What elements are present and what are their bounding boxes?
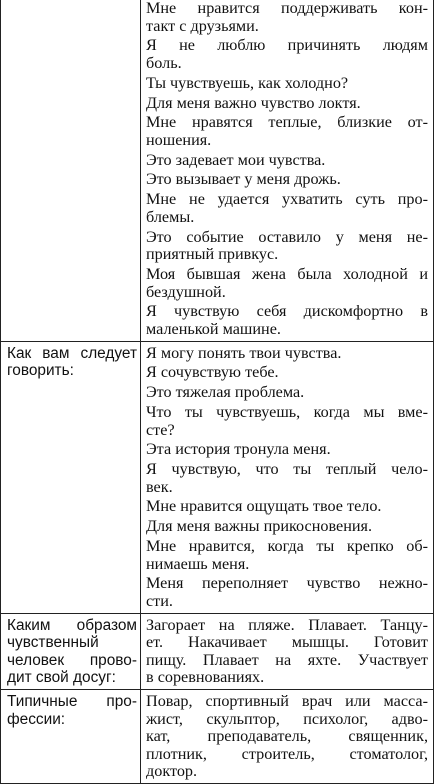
phrase-entry bbox=[146, 384, 428, 402]
phrase-line: Для меня важно чувство локтя. bbox=[146, 93, 361, 112]
row-label-cell bbox=[1, 341, 141, 613]
phrase-entry bbox=[146, 229, 428, 264]
row-content-cell bbox=[141, 0, 434, 341]
phrase-line: сте? bbox=[146, 420, 175, 439]
phrase-entry bbox=[146, 152, 428, 170]
phrase-line: приятный привкус. bbox=[146, 245, 279, 264]
row-label-line: дит свой досуг: bbox=[7, 669, 116, 687]
phrase-line: Что ты чувствуешь, когда мы вме- bbox=[146, 402, 428, 421]
phrase-line: жист, скульптор, психолог, адво- bbox=[146, 709, 428, 728]
phrase-entry bbox=[146, 303, 428, 338]
phrase-line: ет. Накачивает мышцы. Готовит bbox=[146, 633, 428, 652]
phrase-line: Мне не удается ухватить суть про- bbox=[146, 190, 428, 209]
table-row bbox=[1, 613, 434, 689]
table-row bbox=[1, 0, 434, 341]
phrase-line: Мне нравится, когда ты крепко об- bbox=[146, 537, 428, 555]
phrase-line: Я не люблю причинять людям bbox=[146, 36, 428, 55]
phrase-entry bbox=[146, 266, 428, 301]
phrase-line: Это тяжелая проблема. bbox=[146, 383, 305, 402]
row-content-cell bbox=[141, 613, 434, 689]
phrase-line: Я сочувствую тебе. bbox=[146, 363, 279, 382]
row-label-cell bbox=[1, 613, 141, 689]
phrase-line: в соревнованиях. bbox=[146, 668, 265, 687]
phrase-entry bbox=[146, 538, 428, 573]
phrase-entry bbox=[146, 0, 428, 35]
phrase-line: Повар, спортивный врач или масса- bbox=[146, 691, 428, 710]
phrase-line: бездушной. bbox=[146, 282, 226, 301]
row-label-line: говорить: bbox=[7, 362, 74, 380]
phrase-line: нимаешь меня. bbox=[146, 554, 250, 573]
phrase-line: Это вызывает у меня дрожь. bbox=[146, 170, 341, 189]
phrase-line: ношения. bbox=[146, 130, 212, 149]
phrase-line: блемы. bbox=[146, 207, 195, 226]
phrase-line: плотник, строитель, стоматолог, bbox=[146, 744, 428, 763]
phrase-line: такт с друзьями. bbox=[146, 16, 259, 35]
phrase-entry bbox=[146, 693, 428, 781]
phrase-entry bbox=[146, 461, 428, 496]
phrase-entry bbox=[146, 191, 428, 226]
phrase-entry bbox=[146, 171, 428, 189]
phrase-line: Меня переполняет чувство нежно- bbox=[146, 574, 428, 593]
phrase-entry bbox=[146, 575, 428, 610]
row-label-line: Каким образом bbox=[7, 616, 137, 634]
phrase-line: Эта история тронула меня. bbox=[146, 440, 331, 459]
row-content-cell bbox=[141, 341, 434, 613]
phrase-entry bbox=[146, 518, 428, 536]
phrase-line: век. bbox=[146, 477, 173, 496]
phrase-line: Мне нравится ощущать твое тело. bbox=[146, 497, 382, 516]
phrase-entry bbox=[146, 498, 428, 516]
phrase-line: доктор. bbox=[146, 762, 198, 781]
phrase-line: кат, преподаватель, священник, bbox=[146, 727, 428, 746]
row-label-cell bbox=[1, 0, 141, 341]
phrase-line: Мне нравится поддерживать кон- bbox=[146, 0, 428, 17]
phrase-line: Загорает на пляже. Плавает. Танцу- bbox=[146, 615, 428, 634]
phrase-line: сти. bbox=[146, 591, 173, 610]
phrase-line: Я могу понять твои чувства. bbox=[146, 343, 342, 362]
phrase-line: пищу. Плавает на яхте. Участвует bbox=[146, 650, 428, 669]
row-label-cell bbox=[1, 689, 141, 783]
phrase-line: Это событие оставило у меня не- bbox=[146, 227, 428, 246]
phrase-line: Я чувствую, что ты теплый чело- bbox=[146, 460, 428, 479]
phrase-line: Для меня важны прикосновения. bbox=[146, 517, 373, 536]
row-label-line: Как вам следует bbox=[7, 344, 137, 362]
phrase-entry bbox=[146, 441, 428, 459]
phrase-entry bbox=[146, 404, 428, 439]
phrase-entry bbox=[146, 345, 428, 363]
row-content-cell bbox=[141, 689, 434, 783]
row-label-line: чувственный bbox=[7, 634, 99, 652]
row-label-line: Типичные про- bbox=[7, 692, 137, 710]
phrase-entry bbox=[146, 75, 428, 93]
phrase-line: Я чувствую себя дискомфортно в bbox=[146, 302, 428, 321]
phrase-entry bbox=[146, 617, 428, 687]
row-label-line: человек прово- bbox=[7, 651, 137, 669]
phrase-line: маленькой машине. bbox=[146, 319, 281, 338]
phrase-entry bbox=[146, 95, 428, 113]
phrase-line: Это задевает мои чувства. bbox=[146, 150, 326, 169]
phrase-line: боль. bbox=[146, 53, 182, 72]
table-row bbox=[1, 689, 434, 783]
phrase-line: Ты чувствуешь, как холодно? bbox=[146, 73, 349, 92]
phrase-line: Мне нравятся теплые, близкие от- bbox=[146, 113, 428, 132]
phrase-line: Моя бывшая жена была холодной и bbox=[146, 265, 428, 283]
phrase-entry bbox=[146, 364, 428, 382]
phrase-entry bbox=[146, 37, 428, 72]
table-row bbox=[1, 341, 434, 613]
row-label-line: фессии: bbox=[7, 710, 66, 728]
phrase-entry bbox=[146, 114, 428, 149]
